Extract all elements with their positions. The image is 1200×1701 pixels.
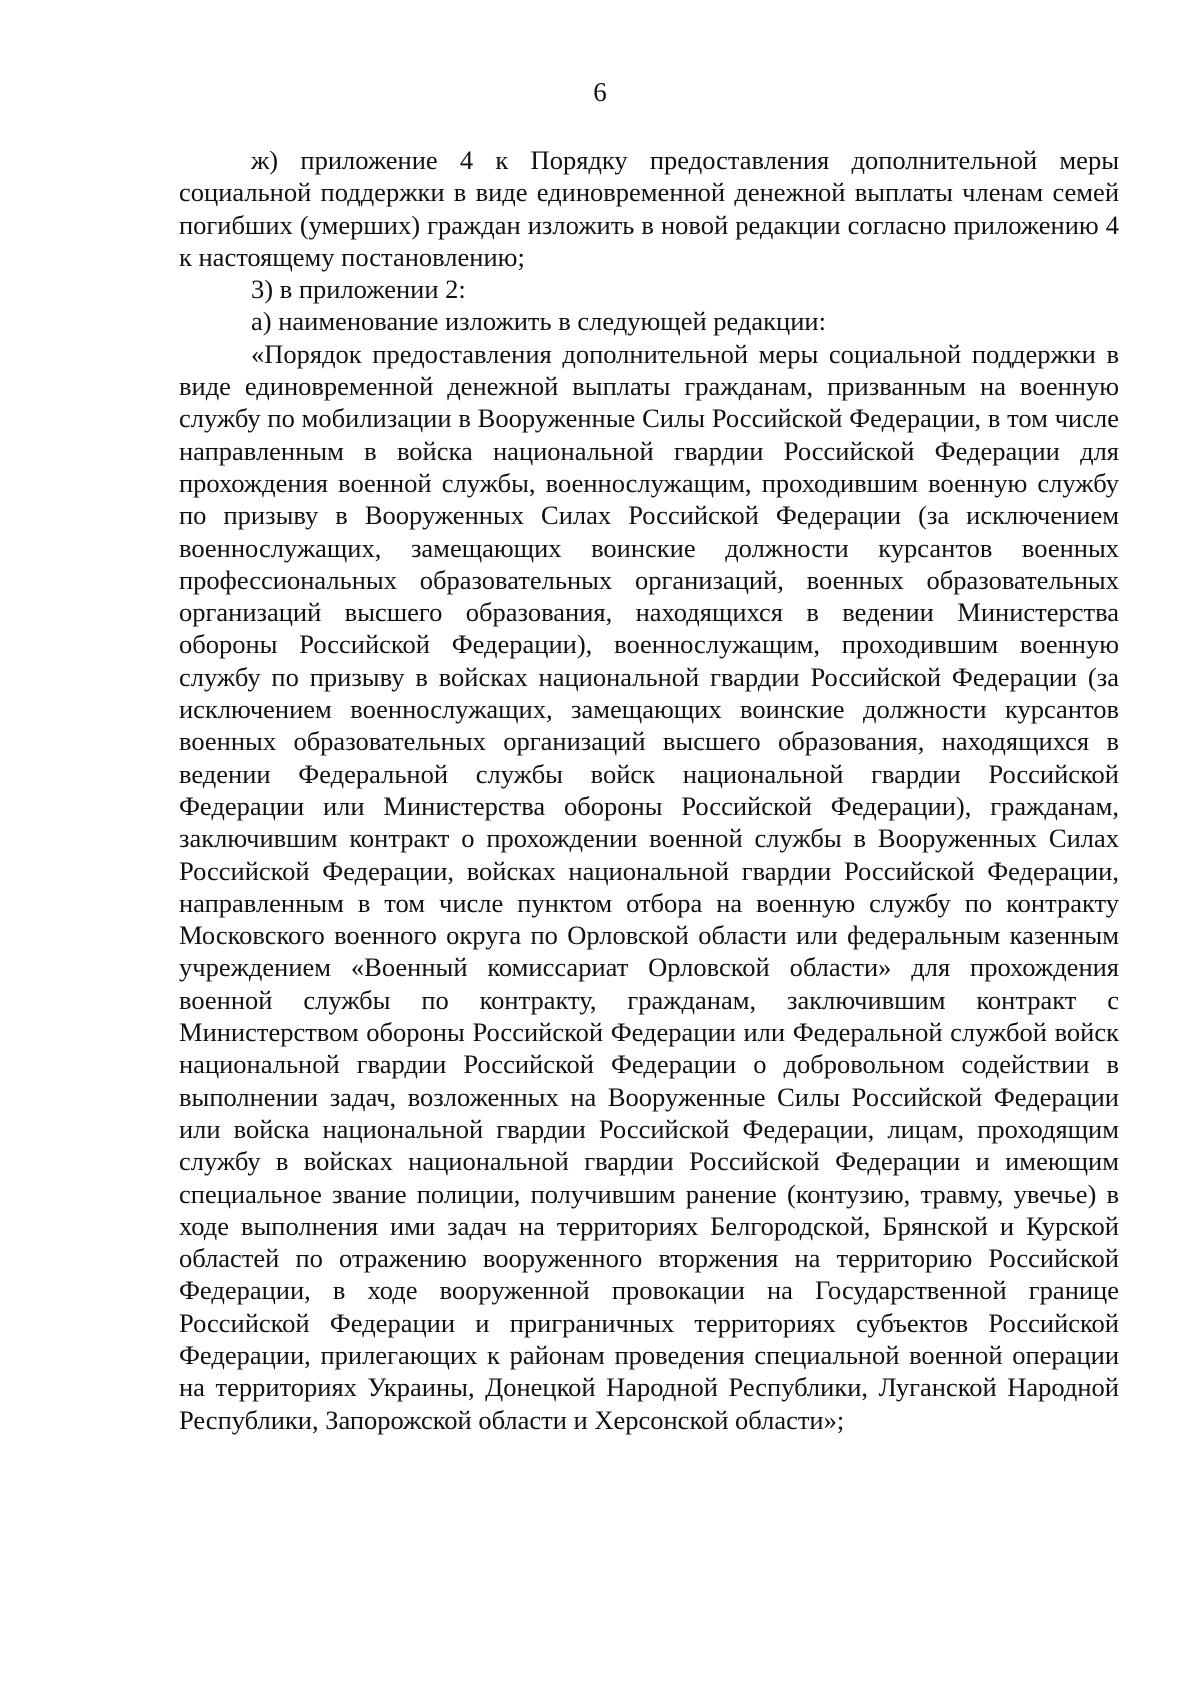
- document-body: [179, 144, 1119, 1436]
- paragraph-procedure-title: «Порядок предоставления дополнительной меры социальной поддержки в виде единовременной денежной выплаты гражданам, призванным на военную службу по мобилизации в Вооруженные Силы Российской Федерации, в том числе направленным в войска национальной гвардии Российской Федерации для прохождения военной службы, военнослужащим, проходившим военную службу по призыву в Вооруженных Силах Российской Федерации (за исключением военнослужащих, замещающих воинские должности курсантов военных профессиональных образовательных организаций, военных образовательных организаций высшего образования, находящихся в ведении Министерства обороны Российской Федерации), военнослужащим, проходившим военную службу по призыву в войсках национальной гвардии Российской Федерации (за исключением военнослужащих, замещающих воинские должности курсантов военных образовательных организаций высшего образования, находящихся в ведении Федеральной службы войск национальной гвардии Российской Федерации или Министерства обороны Российской Федерации), гражданам, заключившим контракт о прохождении военной службы в Вооруженных Силах Российской Федерации, войсках национальной гвардии Российской Федерации, направленным в том числе пунктом отбора на военную службу по контракту Московского военного округа по Орловской области или федеральным казенным учреждением «Военный комиссариат Орловской области» для прохождения военной службы по контракту, гражданам, заключившим контракт с Министерством обороны Российской Федерации или Федеральной службой войск национальной гвардии Российской Федерации о добровольном содействии в выполнении задач, возложенных на Вооруженные Силы Российской Федерации или войска национальной гвардии Российской Федерации, лицам, проходящим службу в войсках национальной гвардии Российской Федерации и имеющим специальное звание полиции, получившим ранение (контузию, травму, увечье) в ходе выполнения ими задач на территориях Белгородской, Брянской и Курской областей по отражению вооруженного вторжения на территорию Российской Федерации, в ходе вооруженной провокации на Государственной границе Российской Федерации и приграничных территориях субъектов Российской Федерации, прилегающих к районам проведения специальной военной операции на территориях Украины, Донецкой Народной Республики, Луганской Народной Республики, Запорожской области и Херсонской области»;: [179, 338, 1119, 1435]
- paragraph-item-a: а) наименование изложить в следующей редакции:: [251, 306, 826, 337]
- paragraph-item-3: 3) в приложении 2:: [251, 274, 466, 305]
- paragraph-item-zh: ж) приложение 4 к Порядку предоставления дополнительной меры социальной поддержки в виде единовременной денежной выплаты членам семей погибших (умерших) граждан изложить в новой редакции согласно приложению 4 к настоящему постановлению;: [179, 145, 1119, 272]
- page-number: 6: [593, 77, 607, 107]
